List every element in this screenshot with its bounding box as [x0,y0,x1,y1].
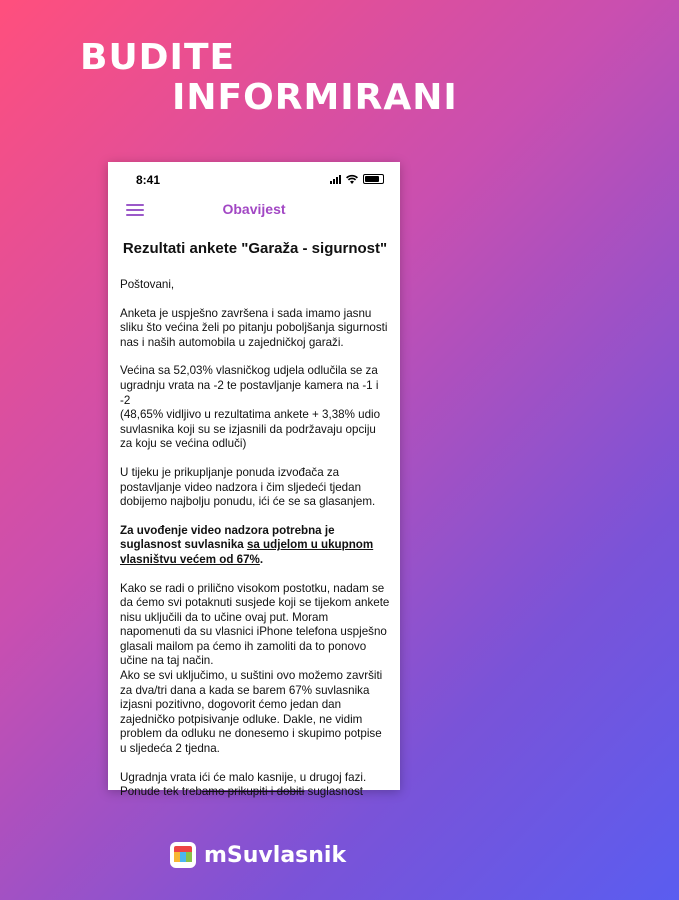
brand-name: mSuvlasnik [204,842,347,868]
nav-bar [108,196,400,222]
nav-title: Obavijest [222,201,286,217]
article-paragraph-5 [120,582,390,757]
article-paragraph-2 [120,364,390,452]
article-paragraph-6b: suglasnost [304,785,363,799]
signal-icon [330,175,341,184]
brand [170,842,346,868]
article-paragraph-4-underline: sa udjelom u ukupnom vlasništvu većem od 67% [120,538,374,566]
article-paragraph-5b: Ako se svi uključimo, u suštini ovo možemo završiti za dva/tri dana a kada se barem 67% suvlasnika izjasni pozitivno, dogovorit ćemo jedan dan zajedničko potpisivanje odluke. Dakle, ne vidim problem da odluku ne donesemo i skupimo potpise u sljedeća 2 tjedna. [120,669,383,756]
wifi-icon [346,175,358,184]
article-greeting: Poštovani, [120,278,175,291]
article-paragraph-4 [120,524,390,568]
article-paragraph-5a: Kako se radi o prilično visokom postotku, nadam se da ćemo svi potaknuti susjede koji se tijekom ankete nisu uključili da to učine ovaj put. Moram napomenuti da su vlasnici iPhone telefona uspješno glasali mailom pa ćemo ih zamoliti da to ponovo učine na taj način. [120,581,390,668]
brand-logo-icon [170,842,196,868]
status-bar [108,162,400,196]
article-content [120,240,390,814]
article-paragraph-4-end: . [259,552,264,566]
phone-screen [108,162,400,799]
article-paragraph-2a: Većina sa 52,03% vlasničkog udjela odlučila se za ugradnju vrata na -2 te postavljanje kamera na -1 i -2 [120,364,379,407]
article-paragraph-1: Anketa je uspješno završena i sada imamo jasnu sliku što većina želi po pitanju poboljšanja sigurnosti nas i naših automobila u zajedničkoj garaži. [120,306,388,349]
article-title: Rezultati ankete "Garaža - sigurnost" [122,240,388,257]
article-paragraph-6 [120,771,390,800]
article-paragraph-3: U tijeku je prikupljanje ponuda izvođača za postavljanje video nadzora i čim sljedeći tjedan dobijemo najbolju ponudu, ići će se sa glasanjem. [120,465,376,509]
article-paragraph-6a: Ugradnja vrata ići će malo kasnije, u drugoj fazi. Ponude tek treb [120,770,367,799]
article-paragraph-6-strike: amo prikupiti i dobiti [201,785,305,799]
status-time: 8:41 [136,173,161,187]
headline-line2: INFORMIRANI [172,77,458,118]
article-paragraph-4-bold: Za uvođenje video nadzora potrebna je suglasnost suvlasnika [120,523,335,552]
status-icons [330,174,384,184]
article-paragraph-2b: (48,65% vidljivo u rezultatima ankete + 3,38% udio suvlasnika koji su se izjasnili da podržavaju opciju za koju se većina odluči) [120,408,381,451]
battery-icon [363,174,384,184]
headline-line1: BUDITE [80,37,236,78]
